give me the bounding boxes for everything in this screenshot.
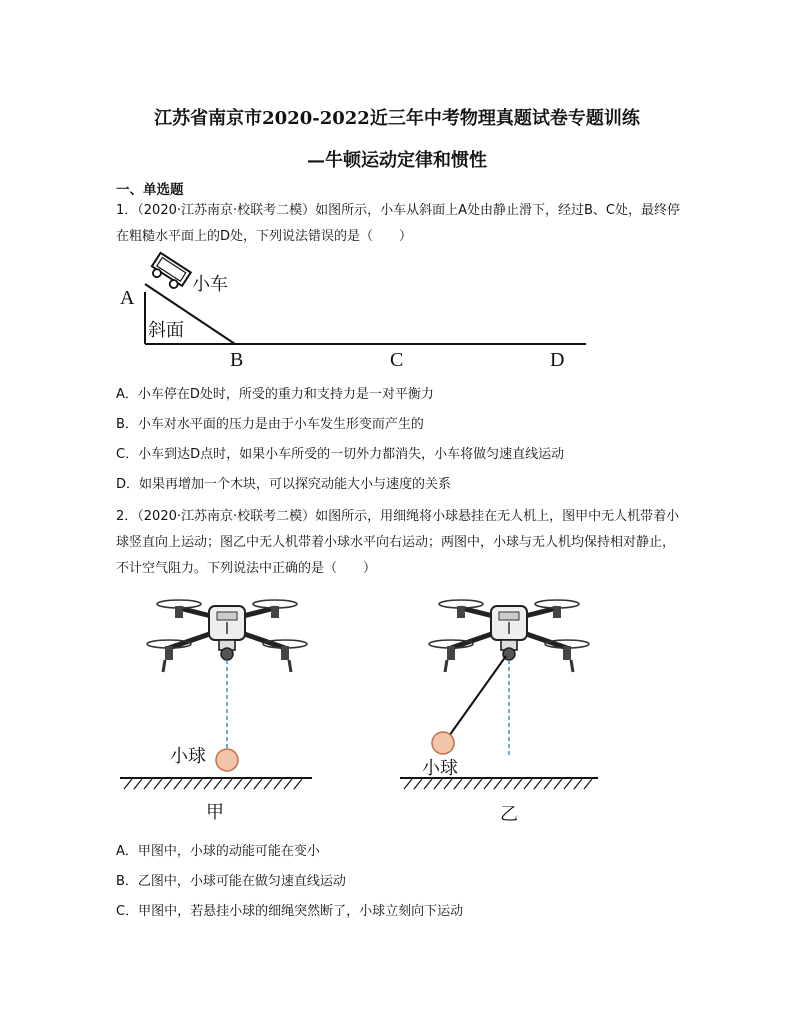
question-1-figure [110, 262, 590, 372]
label-slope: 斜面 [148, 320, 184, 341]
q1-option-d: D．如果再增加一个木块，可以探究动能大小与速度的关系 [116, 477, 452, 492]
label-a: A [120, 287, 135, 309]
document-subtitle: —牛顿运动定律和惯性 [307, 150, 487, 171]
ball-right [432, 732, 454, 754]
caption-left: 甲 [206, 802, 224, 823]
label-b: B [230, 349, 244, 371]
caption-right: 乙 [500, 804, 518, 825]
q2-option-c: C．甲图中，若悬挂小球的细绳突然断了，小球立刻向下运动 [116, 904, 464, 919]
q2-option-a: A．甲图中，小球的动能可能在变小 [116, 844, 320, 859]
section-heading: 一、单选题 [116, 182, 184, 198]
document-title: 江苏省南京市2020-2022近三年中考物理真题试卷专题训练 [154, 108, 640, 129]
question-2-text: 2．（2020·江苏南京·校联考二模）如图所示，用细绳将小球悬挂在无人机上，图甲中无人机带着小球竖直向上运动；图乙中无人机带着小球水平向右运动；两图中，小球与无人机均保持相对静止，不计空气阻力。下列说法中正确的是（ ） [116, 509, 680, 576]
q1-option-a: A．小车停在D处时，所受的重力和支持力是一对平衡力 [116, 387, 434, 402]
label-d: D [550, 349, 565, 371]
question-2-figure [118, 596, 608, 828]
ball-left [216, 749, 238, 771]
car-icon [148, 253, 191, 292]
q2-option-b: B．乙图中，小球可能在做匀速直线运动 [116, 874, 346, 889]
q1-option-b: B．小车对水平面的压力是由于小车发生形变而产生的 [116, 417, 424, 432]
label-car: 小车 [192, 274, 228, 295]
ball-label-left: 小球 [170, 746, 206, 767]
ground-hatch-right [404, 779, 592, 789]
label-c: C [390, 349, 404, 371]
string-right [449, 656, 506, 736]
q1-option-c: C．小车到达D点时，如果小车所受的一切外力都消失，小车将做匀速直线运动 [116, 447, 565, 462]
ground-hatch-left [124, 779, 302, 789]
question-1-text: 1．（2020·江苏南京·校联考二模）如图所示，小车从斜面上A处由静止滑下，经过B、C处，最终停在粗糙水平面上的D处，下列说法错误的是（ ） [116, 203, 681, 244]
ball-label-right: 小球 [422, 758, 458, 779]
